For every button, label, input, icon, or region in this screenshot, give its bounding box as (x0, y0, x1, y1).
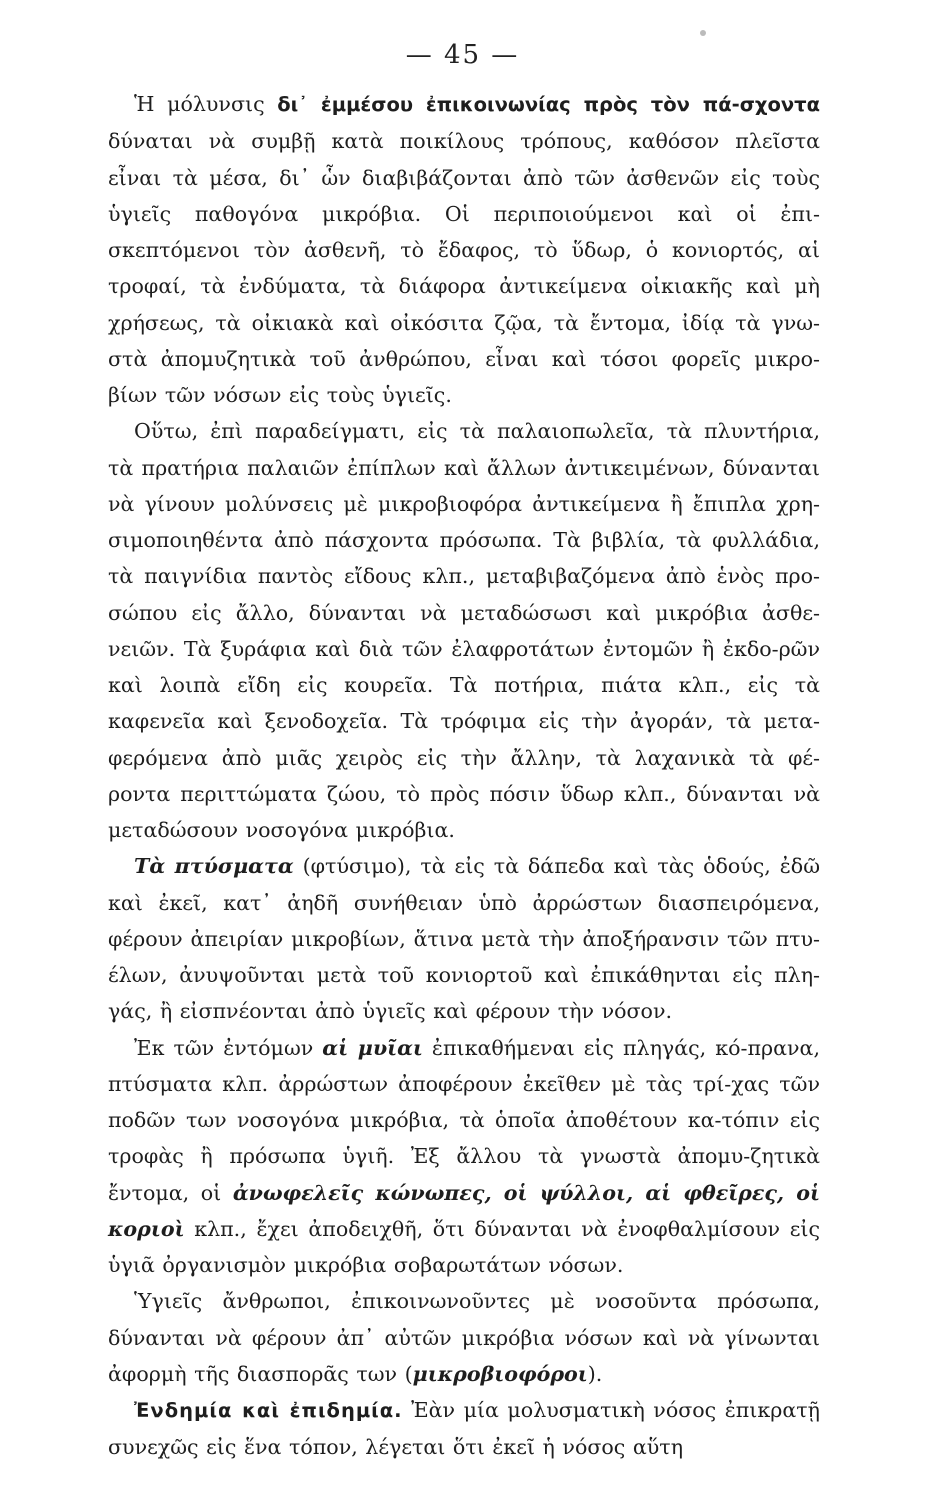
emphasis-indirect-contact: δι᾽ ἐμμέσου ἐπικοινωνίας πρὸς τὸν πά-σχοντα (277, 93, 820, 116)
paragraph-sputum (108, 848, 820, 1029)
text-segment: Ἐκ τῶν ἐντόμων (134, 1035, 323, 1060)
text-segment: Ἡ μόλυνσις (134, 92, 278, 116)
text-segment: δύναται νὰ συμβῇ κατὰ ποικίλους τρόπους, καθόσον πλεῖστα εἶναι τὰ μέσα, δι᾽ ὧν διαβιβάζονται ἀπὸ τῶν ἀσθενῶν εἰς τοὺς ὑγιεῖς παθογόνα μικρόβια. Οἱ περιποιούμενοι καὶ οἱ ἐπι-σκεπτόμενοι τὸν ἀσθενῆ, τὸ ἔδαφος, τὸ ὕδωρ, ὁ κονιορτός, αἱ τροφαί, τὰ ἐνδύματα, τὰ διάφορα ἀντικείμενα οἰκιακῆς καὶ μὴ χρήσεως, τὰ οἰκιακὰ καὶ οἰκόσιτα ζῷα, τὰ ἔντομα, ἰδίᾳ τὰ γνω-στὰ ἀπομυζητικὰ τοῦ ἀνθρώπου, εἶναι καὶ τόσοι φορεῖς μικρο-βίων τῶν νόσων εἰς τοὺς ὑγιεῖς. (108, 129, 820, 407)
text-segment: Ἐὰν μία μολυσματικὴ νόσος ἐπικρατῇ συνεχῶς εἰς ἕνα τόπον, λέγεται ὅτι ἐκεῖ ἡ νόσος αὕτη (108, 1398, 820, 1460)
text-segment: Οὕτω, ἐπὶ παραδείγματι, εἰς τὰ παλαιοπωλεῖα, τὰ πλυντήρια, τὰ πρατήρια παλαιῶν ἐπίπλων καὶ ἄλλων ἀντικειμένων, δύνανται νὰ γίνουν μολύνσεις μὲ μικροβιοφόρα ἀντικείμενα ἢ ἔπιπλα χρη-σιμοποιηθέντα ἀπὸ πάσχοντα πρόσωπα. Τὰ βιβλία, τὰ φυλλάδια, τὰ παιγνίδια παντὸς εἴδους κλπ., μεταβιβαζόμενα ἀπὸ ἑνὸς προ-σώπου εἰς ἄλλο, δύνανται νὰ μεταδώσωσι καὶ μικρόβια ἀσθε-νειῶν. Τὰ ξυράφια καὶ διὰ τῶν ἐλαφροτάτων ἐντομῶν ἢ ἐκδο-ρῶν καὶ λοιπὰ εἴδη εἰς κουρεῖα. Τὰ ποτήρια, πιάτα κλπ., εἰς τὰ καφενεῖα καὶ ξενοδοχεῖα. Τὰ τρόφιμα εἰς τὴν ἀγοράν, τὰ μετα-φερόμενα ἀπὸ μιᾶς χειρὸς εἰς τὴν ἄλλην, τὰ λαχανικὰ τὰ φέ-ροντα περιττώματα ζώου, τὸ πρὸς πόσιν ὕδωρ κλπ., δύνανται νὰ μεταδώσουν νοσογόνα μικρόβια. (108, 419, 820, 842)
paragraph-endemic (108, 1392, 820, 1466)
section-heading-endemic-epidemic: Ἐνδημία καὶ ἐπιδημία. (134, 1399, 403, 1422)
paragraph-insects (108, 1030, 820, 1284)
emphasis-insect-list: ἀνωφελεῖς κώνωπες, οἱ ψύλλοι, αἱ φθεῖρες, οἱ κοριοὶ (108, 1180, 820, 1241)
page-number: — 45 — (405, 40, 520, 70)
paragraph-indirect-contact (108, 86, 820, 413)
text-segment: κλπ., ἔχει ἀποδειχθῆ, ὅτι δύνανται νὰ ἐνοφθαλμίσουν εἰς ὑγιᾶ ὀργανισμὸν μικρόβια σοβαρωτάτων νόσων. (108, 1216, 820, 1277)
paragraph-examples (108, 413, 820, 848)
emphasis-carriers: μικροβιοφόροι (412, 1361, 588, 1386)
text-segment: (φτύσιμο), τὰ εἰς τὰ δάπεδα καὶ τὰς ὁδούς, ἐδῶ καὶ ἐκεῖ, κατ᾽ ἀηδῆ συνήθειαν ὑπὸ ἀρρώστων διασπειρόμενα, φέρουν ἀπειρίαν μικροβίων, ἅτινα μετὰ τὴν ἀποξήρανσιν τῶν πτυ-έλων, ἀνυψοῦνται μετὰ τοῦ κονιορτοῦ καὶ ἐπικάθηνται εἰς πλη-γάς, ἢ εἰσπνέονται ἀπὸ ὑγιεῖς καὶ φέρουν τὴν νόσον. (108, 854, 820, 1024)
emphasis-sputum: Τὰ πτύσματα (134, 854, 294, 879)
text-segment: Ὑγιεῖς ἄνθρωποι, ἐπικοινωνοῦντες μὲ νοσοῦντα πρόσωπα, δύνανται νὰ φέρουν ἀπ᾽ αὐτῶν μικρόβια νόσων καὶ νὰ γίνωνται ἀφορμὴ τῆς διασπορᾶς των ( (108, 1289, 820, 1386)
emphasis-flies: αἱ μυῖαι (322, 1035, 423, 1060)
ink-speck (700, 30, 706, 36)
text-segment: ἐπικαθήμεναι εἰς πληγάς, κό-πρανα, πτύσματα κλπ. ἀρρώστων ἀποφέρουν ἐκεῖθεν μὲ τὰς τρί-χας τῶν ποδῶν των νοσογόνα μικρόβια, τὰ ὁποῖα ἀποθέτουν κα-τόπιν εἰς τροφὰς ἢ πρόσωπα ὑγιῆ. Ἐξ ἄλλου τὰ γνωστὰ ἀπομυ-ζητικὰ ἔντομα, οἱ (108, 1035, 820, 1205)
paragraph-carriers (108, 1283, 820, 1392)
body-text (108, 86, 820, 1466)
text-segment: ). (587, 1361, 603, 1386)
